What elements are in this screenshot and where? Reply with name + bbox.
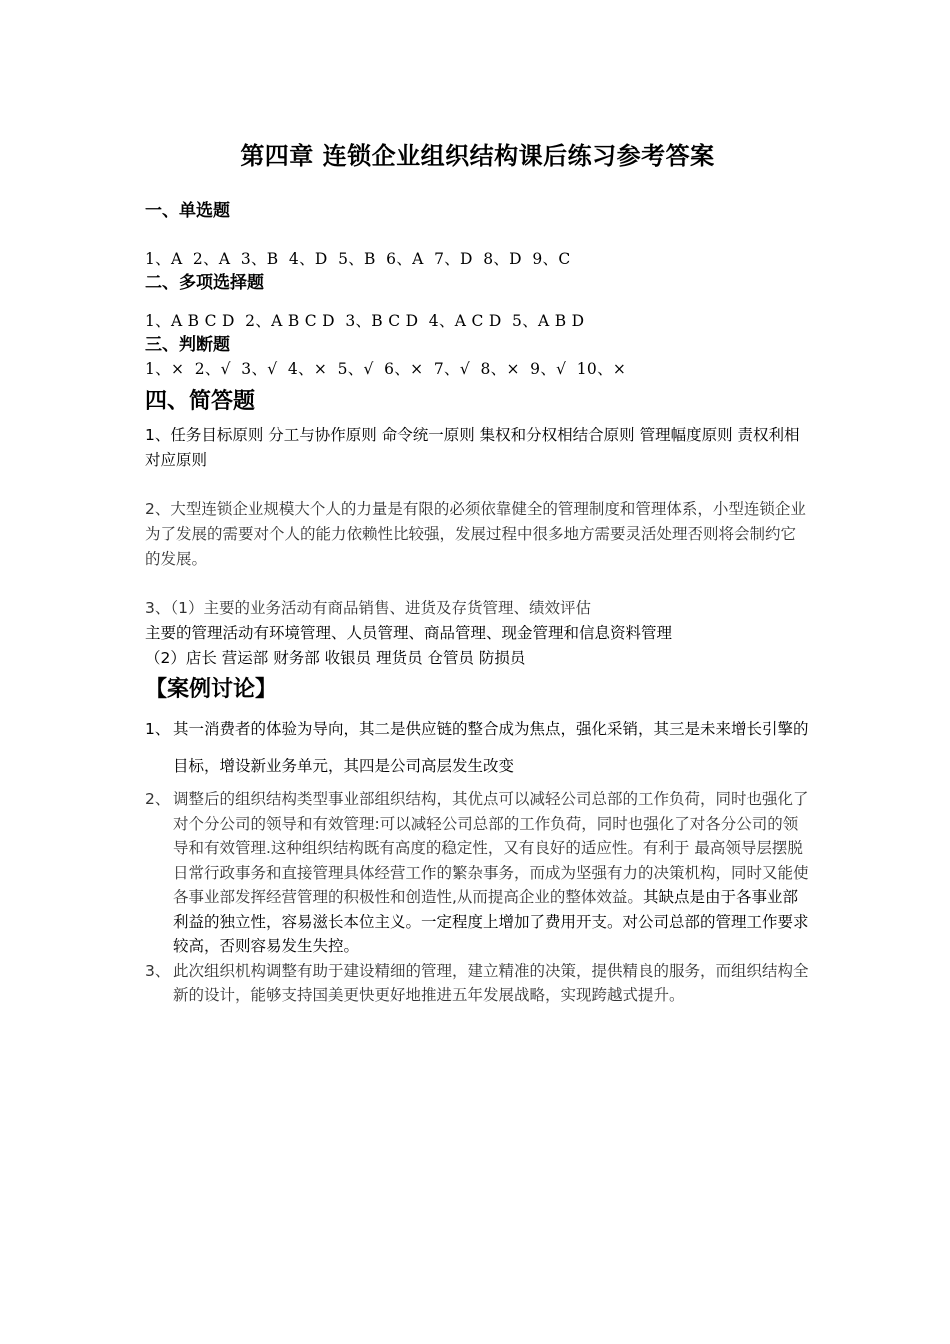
short-answer-1: 1、任务目标原则 分工与协作原则 命令统一原则 集权和分权相结合原则 管理幅度原则 责权利相对应原则 — [145, 426, 800, 469]
section-case-heading: 【案例讨论】 — [145, 677, 278, 702]
case-item-number: 3、 — [145, 961, 171, 980]
case-item-text: 其一消费者的体验为导向，其二是供应链的整合成为焦点，强化采销，其三是未来增长引擎的目标，增设新业务单元，其四是公司高层发生改变 — [173, 720, 809, 775]
case-discussion-list — [145, 711, 810, 1008]
short-answer-3-line-3: （2）店长 营运部 财务部 收银员 理货员 仓管员 防损员 — [145, 649, 526, 667]
section-short-heading: 四、简答题 — [145, 389, 256, 414]
document-page — [145, 130, 810, 1008]
case-item-text: 此次组织机构调整有助于建设精细的管理，建立精准的决策，提供精良的服务，而组织结构全新的设计，能够支持国美更快更好地推进五年发展战略，实现跨越式提升。 — [173, 961, 809, 1004]
case-item-text-advantages: 调整后的组织结构类型事业部组织结构，其优点可以减轻公司总部的工作负荷，同时也强化了对个分公司的领导和有效管理:可以减轻公司总部的工作负荷，同时也强化了对各分公司的领导和有效管理.这种组织结构既有高度的稳定性，又有良好的适应性。有利于 最高领导层摆脱日常行政事务和直接管理具体经营工作的繁杂事务，而成为坚强有力的决策机构，同时又能使各事业部发挥经营管理的积极性和创造性,从而提高企业的整体效益。 — [173, 790, 809, 906]
page-title: 第四章 连锁企业组织结构课后练习参考答案 — [240, 142, 715, 170]
single-choice-answers: 1、A 2、A 3、B 4、D 5、B 6、A 7、D 8、D 9、C — [145, 250, 571, 268]
case-item-number: 2、 — [145, 790, 171, 808]
short-answer-3-line-1: 3、（1）主要的业务活动有商品销售、进货及存货管理、绩效评估 — [145, 599, 591, 617]
multi-choice-answers: 1、A B C D 2、A B C D 3、B C D 4、A C D 5、A B D — [145, 312, 585, 330]
judge-answers: 1、× 2、√ 3、√ 4、× 5、√ 6、× 7、√ 8、× 9、√ 10、× — [145, 360, 627, 378]
section-judge-heading: 三、判断题 — [145, 335, 230, 355]
case-item-1 — [145, 711, 810, 785]
case-item-number: 1、 — [145, 720, 171, 738]
case-item-text — [173, 787, 810, 959]
case-item-3 — [145, 959, 810, 1008]
case-item-text-disadvantages: 其缺点是由于各事业部利益的独立性，容易滋长本位主义。一定程度上增加了费用开支。对公司总部的管理工作要求较高，否则容易发生失控。 — [173, 888, 809, 955]
section-multi-heading: 二、多项选择题 — [145, 273, 264, 293]
short-answer-2: 2、大型连锁企业规模大个人的力量是有限的必须依靠健全的管理制度和管理体系，小型连锁企业为了发展的需要对个人的能力依赖性比较强，发展过程中很多地方需要灵活处理否则将会制约它的发展。 — [145, 500, 806, 568]
section-single-heading: 一、单选题 — [145, 201, 230, 221]
short-answer-3-line-2: 主要的管理活动有环境管理、人员管理、商品管理、现金管理和信息资料管理 — [145, 624, 673, 642]
case-item-2 — [145, 787, 810, 959]
